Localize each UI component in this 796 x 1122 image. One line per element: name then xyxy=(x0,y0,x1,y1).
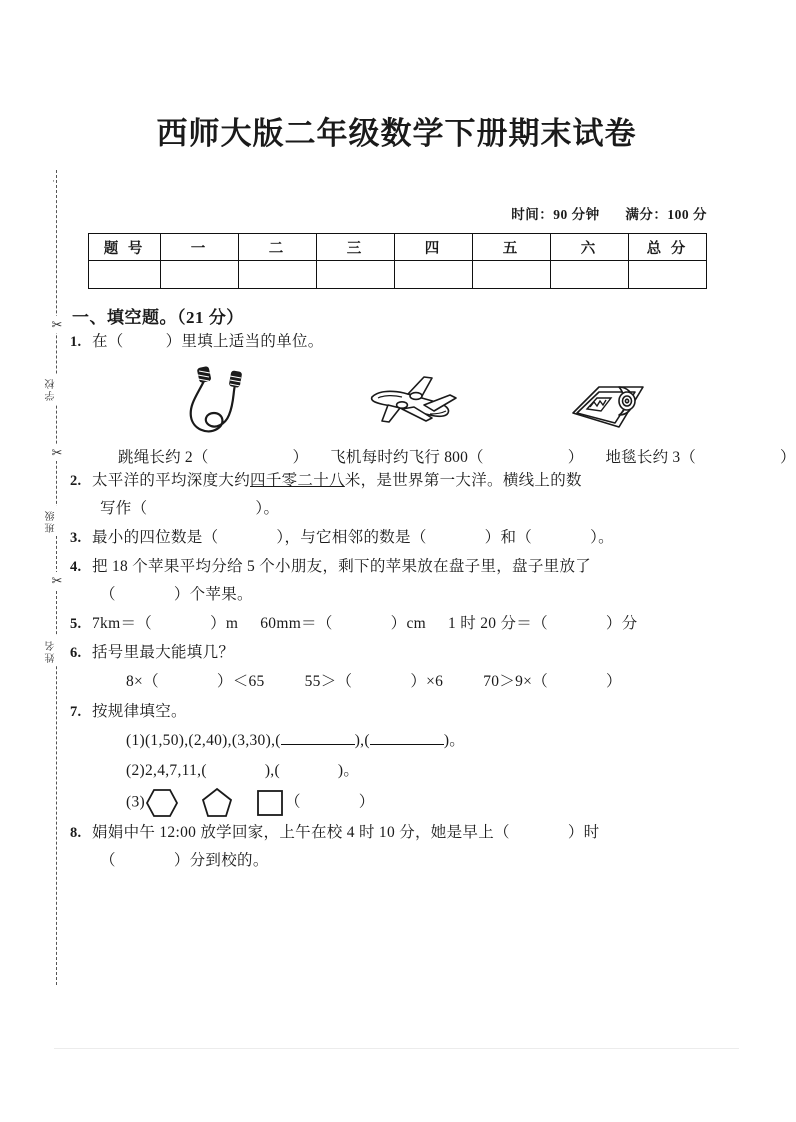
illustration-airplane xyxy=(314,363,510,441)
hexagon-icon xyxy=(145,787,179,819)
score-header-cell: 四 xyxy=(395,234,473,261)
question-text: 1 时 20 分＝（ xyxy=(448,615,548,633)
question-prompt: 按规律填空。 xyxy=(92,702,187,720)
question-4 xyxy=(0,553,793,610)
question-text: 60mm＝（ xyxy=(260,615,333,633)
question-text: 8×（ xyxy=(126,673,159,691)
score-value-cell[interactable] xyxy=(550,261,628,289)
exam-duration: 时间：90 分钟 xyxy=(511,207,600,222)
question-text: ),( xyxy=(354,732,370,750)
score-header-cell: 五 xyxy=(473,234,551,261)
question-text: ）×6 xyxy=(410,673,444,691)
question-text: ）分到校的。 xyxy=(173,852,269,870)
shape-sequence xyxy=(145,787,285,819)
question-text: 米，是世界第一大洋。横线上的数 xyxy=(344,471,582,489)
page-title: 西师大版二年级数学下册期末试卷 xyxy=(156,116,637,151)
binding-dot-mark: · xyxy=(52,176,55,186)
question-text: (3) xyxy=(126,793,145,811)
question-number: 6. xyxy=(70,644,82,661)
question-6-expressions xyxy=(96,667,707,697)
question-5 xyxy=(0,610,793,639)
caption-jump-rope: 跳绳长约 2（ xyxy=(118,448,209,466)
question-7-sub-1 xyxy=(96,726,707,756)
score-header-cell: 三 xyxy=(317,234,395,261)
question-text: (1)(1,50),(2,40),(3,30),( xyxy=(126,732,281,750)
question-text: ）。 xyxy=(255,500,280,518)
question-number: 7. xyxy=(70,703,82,720)
question-prompt: 括号里最大能填几？ xyxy=(92,643,235,661)
question-text: ），与它相邻的数是（ xyxy=(276,529,427,547)
caption-carpet-close: ） xyxy=(780,448,796,466)
question-number: 8. xyxy=(70,824,82,841)
score-value-cell[interactable] xyxy=(395,261,473,289)
caption-airplane-close: ） xyxy=(567,448,584,466)
footer-divider xyxy=(54,1048,739,1049)
question-text: 55＞（ xyxy=(304,673,353,691)
illustration-captions xyxy=(0,441,796,467)
score-header-cell: 六 xyxy=(550,234,628,261)
question-text: 把 18 个苹果平均分给 5 个小朋友，剩下的苹果放在盘子里，盘子里放了 xyxy=(92,557,592,575)
question-text: ）＜65 xyxy=(216,673,265,691)
question-text: （ xyxy=(284,793,301,811)
score-table xyxy=(88,233,707,289)
score-header-cell: 题 号 xyxy=(89,234,161,261)
scissor-icon: ✂ xyxy=(46,444,68,461)
question-text: 在（ xyxy=(92,333,124,350)
carpet-icon xyxy=(563,371,653,441)
answer-blank-underline[interactable] xyxy=(281,730,355,745)
question-text: ）。 xyxy=(590,529,614,547)
question-text: 70＞9×（ xyxy=(483,673,549,691)
binding-label-class: 班级 xyxy=(44,506,70,536)
score-value-cell[interactable] xyxy=(161,261,239,289)
question-text: ）时 xyxy=(567,823,600,841)
question-text: ） xyxy=(606,673,622,691)
exam-meta xyxy=(0,153,793,223)
airplane-icon xyxy=(364,371,460,441)
table-row-headers xyxy=(89,234,707,261)
question-text: )。 xyxy=(337,762,360,780)
question-text: （ xyxy=(100,852,116,870)
answer-blank-underline[interactable] xyxy=(370,730,444,745)
square-icon xyxy=(255,787,285,819)
score-value-cell[interactable] xyxy=(239,261,317,289)
question-text: ）cm xyxy=(390,615,426,633)
question-text: 太平洋的平均深度大约 xyxy=(92,471,251,489)
question-text: 最小的四位数是（ xyxy=(92,529,219,547)
scissor-icon: ✂ xyxy=(46,316,68,333)
question-text: (2)2,4,7,11,( xyxy=(126,762,207,780)
question-text-tail: ）里填上适当的单位。 xyxy=(165,333,324,350)
pentagon-icon xyxy=(201,787,233,819)
scissor-icon: ✂ xyxy=(46,572,68,589)
illustration-jump-rope xyxy=(118,363,314,441)
section-heading-fill-in-blanks: 一、填空题。（21 分） xyxy=(72,308,244,327)
question-underlined-number: 四千零二十八 xyxy=(250,471,345,489)
question-2 xyxy=(0,467,793,524)
question-1 xyxy=(0,328,793,357)
question-text: ）分 xyxy=(605,615,638,633)
score-header-cell: 总 分 xyxy=(628,234,706,261)
question-7 xyxy=(0,698,793,819)
jump-rope-icon xyxy=(179,365,253,441)
illustration-carpet xyxy=(510,363,706,441)
question-number: 5. xyxy=(70,616,82,633)
question-text: 娟娟中午 12:00 放学回家，上午在校 4 时 10 分，她是早上（ xyxy=(92,823,510,841)
question-text: )。 xyxy=(443,732,466,750)
question-number: 3. xyxy=(70,530,82,547)
question-7-sub-2 xyxy=(96,756,707,786)
illustration-row xyxy=(0,357,793,441)
question-8 xyxy=(0,819,793,876)
score-value-cell[interactable] xyxy=(628,261,706,289)
caption-carpet: 地毯长约 3（ xyxy=(605,448,696,466)
question-text: ）m xyxy=(210,615,239,633)
score-header-cell: 二 xyxy=(239,234,317,261)
caption-jump-rope-close: ） xyxy=(292,448,309,466)
table-row-scores xyxy=(89,261,707,289)
score-header-cell: 一 xyxy=(161,234,239,261)
question-text: ）个苹果。 xyxy=(173,586,253,604)
score-value-cell[interactable] xyxy=(317,261,395,289)
question-text: ）和（ xyxy=(484,529,533,547)
question-number: 1. xyxy=(70,334,82,350)
score-value-cell[interactable] xyxy=(89,261,161,289)
question-text: （ xyxy=(100,586,116,604)
question-number: 4. xyxy=(70,558,82,575)
question-text: ),( xyxy=(264,762,280,780)
question-3 xyxy=(0,524,793,553)
exam-full-marks: 满分：100 分 xyxy=(625,207,707,222)
caption-airplane: 飞机每时约飞行 800（ xyxy=(330,448,484,466)
question-text: 写作（ xyxy=(100,500,148,518)
question-number: 2. xyxy=(70,472,82,489)
question-text: 7km＝（ xyxy=(92,615,153,633)
binding-label-school: 学校 xyxy=(44,374,70,404)
binding-label-name: 姓名 xyxy=(44,636,70,666)
question-7-sub-3 xyxy=(96,787,707,819)
question-6 xyxy=(0,639,793,698)
score-value-cell[interactable] xyxy=(473,261,551,289)
question-text: ） xyxy=(358,793,375,811)
